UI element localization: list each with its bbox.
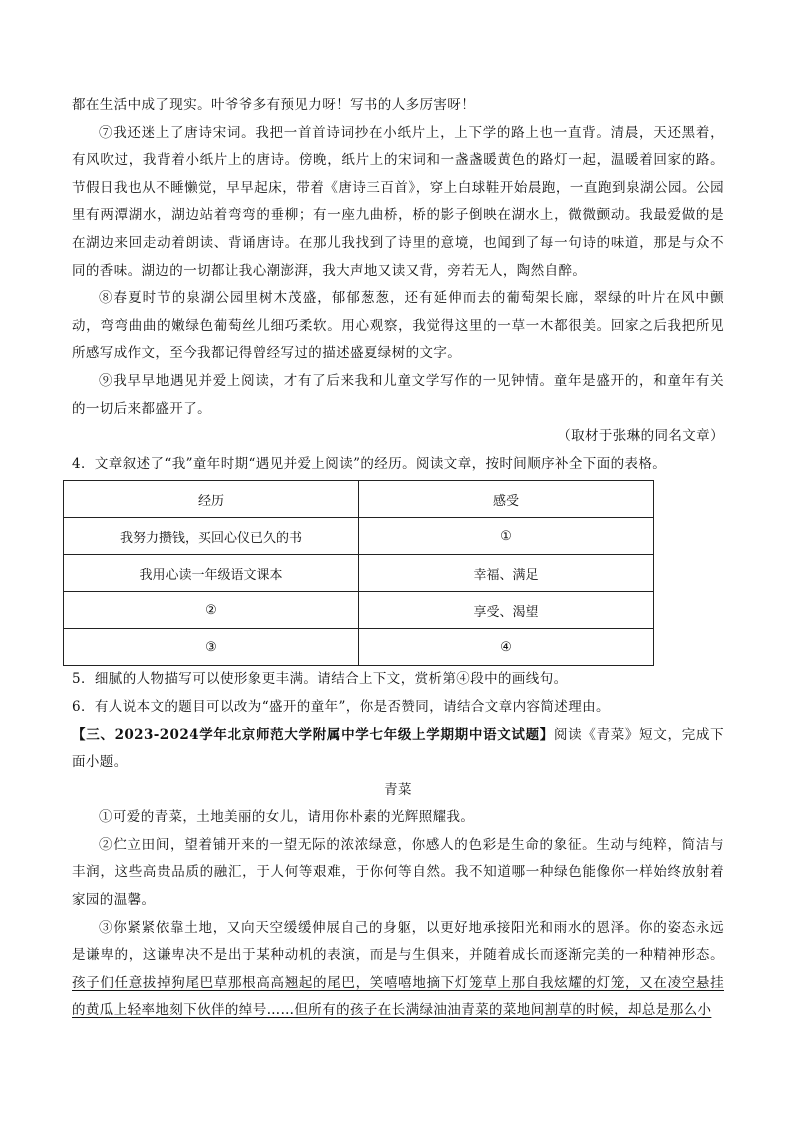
section-3-source: 【三、2023-2024学年北京师范大学附属中学七年级上学期期中语文试题】 [72, 726, 554, 743]
table-header-feeling: 感受 [359, 481, 654, 518]
table-row [64, 592, 654, 629]
table-cell: ② [64, 592, 359, 629]
paragraph-8: ⑧春夏时节的泉湖公园里树木茂盛，郁郁葱葱，还有延伸而去的葡萄架长廊，翠绿的叶片在风中颤动，弯弯曲曲的嫩绿色葡萄丝儿细巧柔软。用心观察，我觉得这里的一草一木都很美。回家之后我把所见所感写成作文，至今我都记得曾经写过的描述盛夏绿树的文字。 [72, 290, 724, 362]
passage-paragraph-2: ②伫立田间，望着铺开来的一望无际的浓浓绿意，你感人的色彩是生命的象征。生动与纯粹，简洁与丰润，这些高贵品质的融汇，于人何等艰难，于你何等自然。我不知道哪一种绿色能像你一样始终放射着家园的温馨。 [72, 836, 724, 909]
section-3-instruction: 阅读《青菜》短文，完成下面小题。 [72, 726, 724, 771]
question-5: 5．细腻的人物描写可以使形象更丰满。请结合上下文，赏析第④段中的画线句。 [72, 671, 568, 688]
table-cell: ① [359, 518, 654, 555]
question-6: 6．有人说本文的题目可以改为“盛开的童年”，你是否赞同，请结合文章内容简述理由。 [72, 698, 610, 715]
passage-paragraph-3-text: ③你紧紧依靠土地，又向天空缓缓伸展自己的身躯，以更好地承接阳光和雨水的恩泽。你的姿态永远是谦卑的，这谦卑决不是出于某种动机的表演，而是与生俱来，并随着成长而逐渐完美的一种精神形态。 [72, 919, 724, 964]
question-4: 4．文章叙述了“我”童年时期“遇见并爱上阅读”的经历。阅读文章，按时间顺序补全下面的表格。 [72, 455, 667, 472]
paragraph-7: ⑦我还迷上了唐诗宋词。我把一首首诗词抄在小纸片上，上下学的路上也一直背。清晨，天还黑着，有风吹过，我背着小纸片上的唐诗。傍晚，纸片上的宋词和一盏盏暖黄色的路灯一起，温暖着回家的路。节假日我也从不睡懒觉，早早起床，带着《唐诗三百首》，穿上白球鞋开始晨跑，一直跑到泉湖公园。公园里有两潭湖水，湖边站着弯弯的垂柳；有一座九曲桥，桥的影子倒映在湖水上，微微颤动。我最爱做的是在湖边来回走动着朗读、背诵唐诗。在那儿我找到了诗里的意境，也闻到了每一句诗的味道，那是与众不同的香味。湖边的一切都让我心潮澎湃，我大声地又读又背，旁若无人，陶然自醉。 [72, 124, 724, 279]
table-row [64, 629, 654, 666]
table-row [64, 555, 654, 592]
table-row [64, 518, 654, 555]
table-header-experience: 经历 [64, 481, 359, 518]
source-note: （取材于张琳的同名文章） [557, 428, 724, 445]
passage-paragraph-1: ①可爱的青菜，土地美丽的女儿，请用你朴素的光辉照耀我。 [99, 809, 475, 826]
passage-paragraph-3 [72, 915, 724, 1025]
table-header-row [64, 481, 654, 518]
table-cell: ③ [64, 629, 359, 666]
passage-title: 青菜 [384, 781, 412, 798]
table-cell: 我用心读一年级语文课本 [64, 555, 359, 592]
table-cell: 享受、渴望 [359, 592, 654, 629]
section-3-heading [72, 722, 724, 777]
table-cell: 幸福、满足 [359, 555, 654, 592]
paragraph-6-end: 都在生活中成了现实。叶爷爷多有预见力呀！写书的人多厉害呀！ [72, 97, 476, 113]
table-cell: 我努力攒钱，买回心仪已久的书 [64, 518, 359, 555]
document-page [72, 92, 724, 1025]
table-cell: ④ [359, 629, 654, 666]
experience-table [63, 480, 654, 666]
paragraph-9: ⑨我早早地遇见并爱上阅读，才有了后来我和儿童文学写作的一见钟情。童年是盛开的，和童年有关的一切后来都盛开了。 [72, 372, 724, 417]
underlined-sentence: 孩子们任意拔掉狗尾巴草那根高高翘起的尾巴，笑嘻嘻地摘下灯笼草上那自我炫耀的灯笼，又在凌空悬挂的黄瓜上轻率地刻下伙伴的绰号……但所有的孩子在长满绿油油青菜的菜地间割草的时候，却总是那么小 [72, 974, 724, 1019]
